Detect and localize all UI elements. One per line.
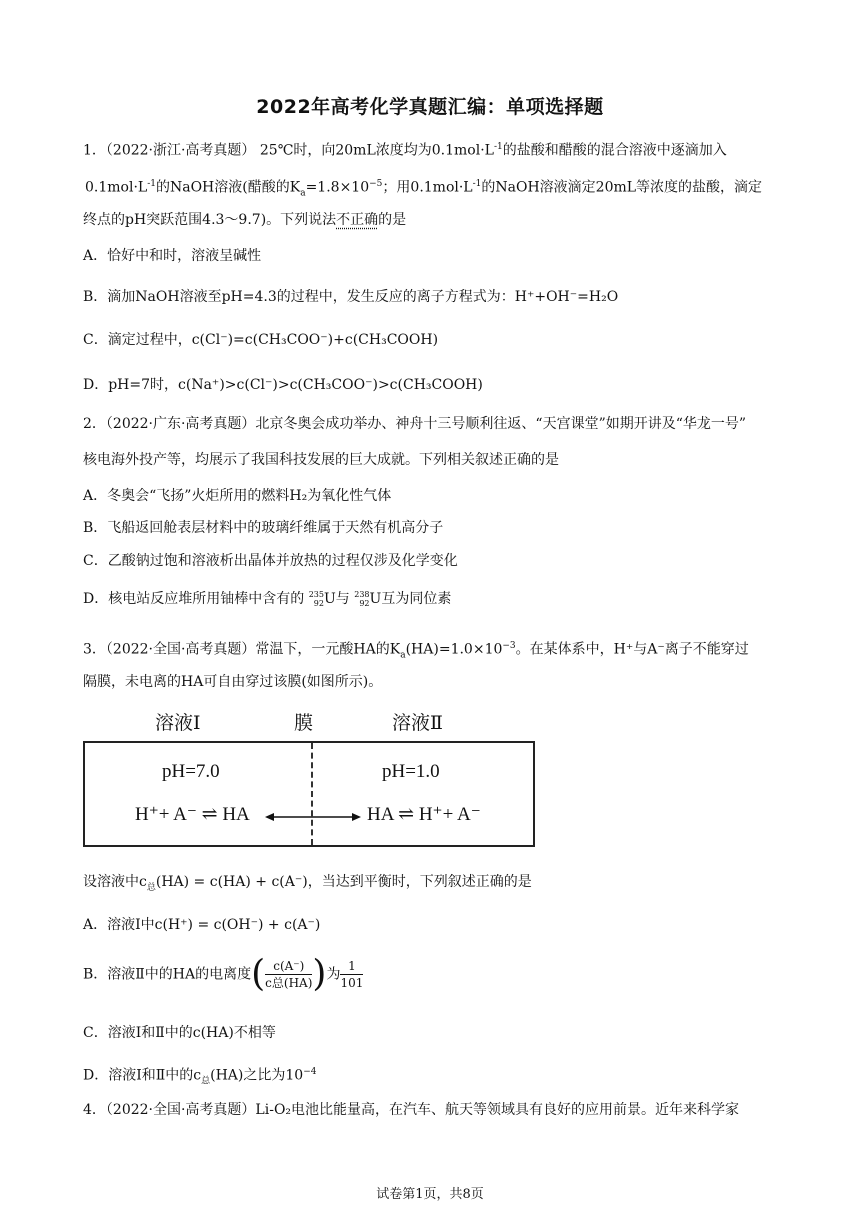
diagram-equilibrium-left: H⁺+ A⁻ ⇌ HA [135,804,250,825]
diagram-ph-left: pH=7.0 [162,761,220,782]
q2-line2: 核电海外投产等，均展示了我国科技发展的巨大成就。下列相关叙述正确的是 [83,452,559,468]
q1-option-a: A．恰好中和时，溶液呈碱性 [83,248,262,264]
diagram-equilibrium-right: HA ⇌ H⁺+ A⁻ [367,804,481,825]
q1-option-d: D．pH=7时，c(Na⁺)>c(Cl⁻)>c(CH₃COO⁻)>c(CH₃COOH) [83,377,483,393]
q3-option-b: B．溶液Ⅱ中的HA的电离度( $\frac{c(A^-)}{\text{c总(HA)}}$ )为 $\frac{1}{101}$ [83,953,364,995]
q1-option-b: B．滴加NaOH溶液至pH=4.3的过程中，发生反应的离子方程式为：H⁺+OH⁻=H₂O [83,289,619,305]
q3-line1: 3．（2022·全国·高考真题）常温下，一元酸HA的$K_a(HA)=1.0\times 10^{-3}$。在某体系中，H⁺与A⁻离子不能穿过 [83,641,749,661]
q3-option-c: C．溶液Ⅰ和Ⅱ中的c(HA)不相等 [83,1025,276,1041]
double-arrow-icon [265,807,361,827]
q3-option-d: D．溶液Ⅰ和Ⅱ中的$c_总(HA)$之比为$10^{-4}$ [83,1067,317,1087]
q3-line2: 隔膜，未电离的HA可自由穿过该膜(如图所示)。 [83,674,383,690]
q2-option-c: C．乙酸钠过饱和溶液析出晶体并放热的过程仅涉及化学变化 [83,553,458,569]
q1-line2: $0.1mol\cdot L^{-1}$的NaOH溶液(醋酸的$K_a=1.8\times 10^{-5}$；用$0.1mol\cdot L^{-1}$的NaOH溶液滴定20mL等浓度的盐酸，滴定 [85,179,763,199]
page-title: 2022年高考化学真题汇编：单项选择题 [256,96,604,118]
q2-line1: 2．（2022·广东·高考真题）北京冬奥会成功举办、神舟十三号顺利往返、“天宫课堂”如期开讲及“华龙一号” [83,416,747,432]
q2-option-b: B．飞船返回舱表层材料中的玻璃纤维属于天然有机高分子 [83,520,444,536]
q4-line1: 4．（2022·全国·高考真题）Li-O₂电池比能量高，在汽车、航天等领域具有良好的应用前景。近年来科学家 [83,1102,740,1118]
diagram-label-solution-2: 溶液Ⅱ [392,712,443,734]
diagram-ph-right: pH=1.0 [382,761,440,782]
page-footer: 试卷第1页，共8页 [376,1187,484,1202]
membrane-line [311,743,313,845]
ionization-fraction: $\frac{c(A^-)}{\text{c总(HA)}}$ [265,959,313,990]
q1-line3: 终点的pH突跃范围4.3～9.7)。下列说法不正确的是 [83,212,407,228]
q3-stem: 设溶液中$c_总(HA) = c(HA) + c(A^-)$，当达到平衡时，下列叙述正确的是 [83,874,532,893]
q2-option-a: A．冬奥会“飞扬”火炬所用的燃料H₂为氧化性气体 [83,488,392,504]
q2-option-d: D．核电站反应堆所用铀棒中含有的 235 92 U与 238 92 U互为同位素 [83,590,452,608]
diagram-label-membrane: 膜 [294,712,314,734]
emphasis-text: 不正确 [336,212,379,228]
q1-line1: 1．（2022·浙江·高考真题） 25℃时，向20mL浓度均为$0.1mol\cdot L^{-1}$的盐酸和醋酸的混合溶液中逐滴加入 [83,142,727,159]
q1-option-c: C．滴定过程中，c(Cl⁻)=c(CH₃COO⁻)+c(CH₃COOH) [83,332,439,348]
diagram-box [83,741,535,847]
q3-option-a: A．溶液Ⅰ中c(H⁺) = c(OH⁻) + c(A⁻) [83,917,321,933]
value-fraction: $\frac{1}{101}$ [340,959,364,990]
diagram-label-solution-1: 溶液Ⅰ [155,712,201,734]
